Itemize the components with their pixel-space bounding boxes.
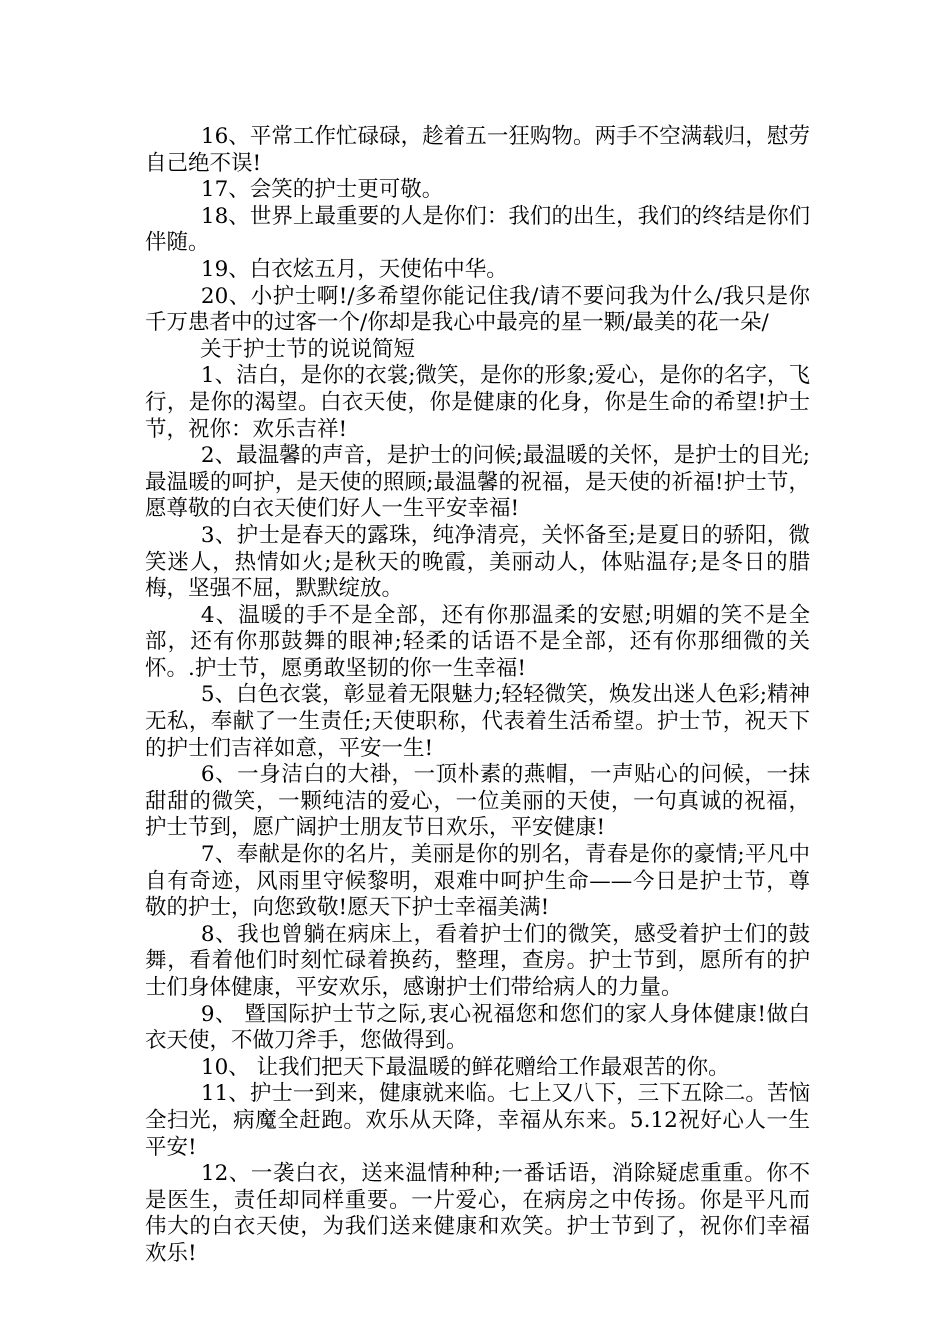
- list-item-7: 7、奉献是你的名片，美丽是你的别名，青春是你的豪情;平凡中自有奇迹，风雨里守候黎明，艰难中呵护生命——今日是护士节，尊敬的护士，向您致敬!愿天下护士幸福美满!: [145, 842, 810, 921]
- paragraph-20: 20、小护士啊!/多希望你能记住我/请不要问我为什么/我只是你千万患者中的过客一个/你却是我心中最亮的星一颗/最美的花一朵/: [145, 283, 810, 336]
- paragraph-19: 19、白衣炫五月，天使佑中华。: [200, 256, 508, 282]
- list-item-5: 5、白色衣裳，彰显着无限魅力;轻轻微笑，焕发出迷人色彩;精神无私，奉献了一生责任;天使职称，代表着生活希望。护士节，祝天下的护士们吉祥如意，平安一生!: [145, 682, 810, 761]
- list-item-10: 10、 让我们把天下最温暖的鲜花赠给工作最艰苦的你。: [200, 1054, 730, 1080]
- list-item-4: 4、温暖的手不是全部，还有你那温柔的安慰;明媚的笑不是全部，还有你那鼓舞的眼神;轻柔的话语不是全部，还有你那细微的关怀。.护士节，愿勇敢坚韧的你一生幸福!: [145, 602, 810, 681]
- paragraph-16: 16、平常工作忙碌碌，趁着五一狂购物。两手不空满载归，慰劳自己绝不误!: [145, 124, 810, 176]
- list-item-12: 12、一袭白衣，送来温情种种;一番话语，消除疑虑重重。你不是医生，责任却同样重要。一片爱心，在病房之中传扬。你是平凡而伟大的白衣天使，为我们送来健康和欢笑。护士节到了，祝你们幸福欢乐!: [145, 1161, 810, 1266]
- list-item-8: 8、我也曾躺在病床上，看着护士们的微笑，感受着护士们的鼓舞，看着他们时刻忙碌着换药，整理，查房。护士节到，愿所有的护士们身体健康，平安欢乐，感谢护士们带给病人的力量。: [145, 921, 810, 1000]
- list-item-3: 3、护士是春天的露珠，纯净清亮，关怀备至;是夏日的骄阳，微笑迷人，热情如火;是秋天的晚霞，美丽动人，体贴温存;是冬日的腊梅，坚强不屈，默默绽放。: [145, 522, 810, 602]
- list-item-9: 9、 暨国际护士节之际,衷心祝福您和您们的家人身体健康!做白衣天使，不做刀斧手，您做得到。: [145, 1001, 810, 1054]
- document-page: [145, 124, 810, 1268]
- paragraph-17: 17、会笑的护士更可敬。: [200, 177, 444, 203]
- list-item-2: 2、最温馨的声音，是护士的问候;最温暖的关怀，是护士的目光;最温暖的呵护，是天使的照顾;最温馨的祝福，是天使的祈福!护士节，愿尊敬的白衣天使们好人一生平安幸福!: [145, 443, 810, 522]
- list-item-1: 1、洁白，是你的衣裳;微笑，是你的形象;爱心，是你的名字，飞行，是你的渴望。白衣天使，你是健康的化身，你是生命的希望!护士节，祝你：欢乐吉祥!: [145, 363, 810, 442]
- paragraph-18: 18、世界上最重要的人是你们：我们的出生，我们的终结是你们伴随。: [145, 203, 810, 256]
- section-title: 关于护士节的说说简短: [200, 336, 416, 362]
- list-item-6: 6、一身洁白的大褂，一顶朴素的燕帽，一声贴心的问候，一抹甜甜的微笑，一颗纯洁的爱心，一位美丽的天使，一句真诚的祝福，护士节到，愿广阔护士朋友节日欢乐，平安健康!: [145, 762, 810, 841]
- list-item-11: 11、护士一到来，健康就来临。七上又八下，三下五除二。苦恼全扫光，病魔全赶跑。欢乐从天降，幸福从东来。5.12祝好心人一生平安!: [145, 1081, 810, 1160]
